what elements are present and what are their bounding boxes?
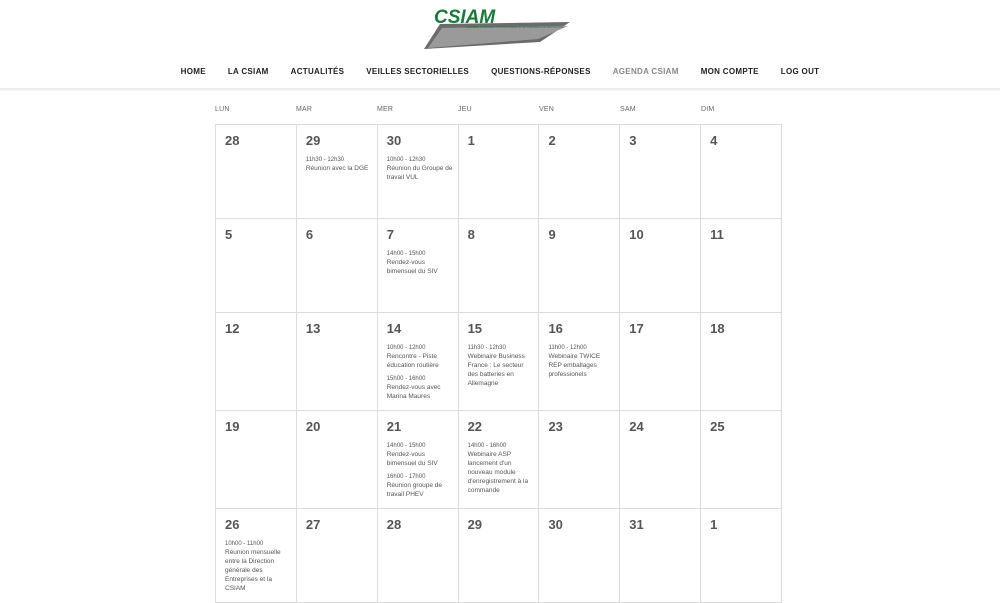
event-time: 11h30 - 12h30	[305, 157, 345, 163]
nav-item-questions-r-ponses[interactable]: QUESTIONS-RÉPONSES	[491, 67, 591, 76]
calendar-event[interactable]	[387, 442, 453, 468]
event-time: 11h30 - 12h30	[467, 345, 506, 351]
calendar-week-row	[216, 411, 782, 509]
day-number: 25	[710, 419, 725, 434]
calendar-day-cell[interactable]	[701, 509, 782, 603]
day-events	[387, 344, 453, 406]
day-number: 24	[629, 419, 644, 434]
weekday-header: JEU	[458, 106, 472, 113]
weekday-header: SAM	[620, 106, 636, 113]
calendar-week-row	[216, 313, 782, 411]
logo-tagline: CHAMBRE SYNDICALE INTERNATIONALE de l'AUTOMOBILE et du MOTOCYCLE	[466, 26, 564, 29]
day-number: 19	[225, 419, 240, 434]
weekday-header: VEN	[539, 106, 554, 113]
calendar-day-cell[interactable]	[701, 313, 782, 411]
day-events	[225, 540, 291, 598]
day-number: 30	[548, 517, 563, 532]
day-number: 26	[225, 517, 240, 532]
day-number: 1	[710, 517, 718, 532]
event-title[interactable]: Réunion groupe de travail PHEV	[386, 482, 443, 498]
event-time: 14h00 - 15h00	[386, 443, 426, 449]
calendar-event[interactable]	[387, 344, 453, 370]
calendar-day-cell[interactable]	[378, 125, 459, 219]
weekday-header: DIM	[701, 106, 715, 113]
day-number: 9	[548, 227, 556, 242]
day-events	[468, 344, 534, 393]
day-number: 4	[710, 133, 718, 148]
calendar-day-cell[interactable]	[378, 411, 459, 509]
calendar-event[interactable]	[387, 156, 453, 182]
day-number: 29	[305, 133, 321, 148]
nav-item-agenda-csiam[interactable]: AGENDA CSIAM	[612, 67, 679, 76]
weekday-headers	[215, 106, 782, 118]
calendar-day-cell[interactable]	[539, 313, 620, 411]
calendar-day-cell[interactable]	[297, 313, 378, 411]
day-number: 12	[225, 321, 240, 336]
calendar-event[interactable]	[387, 250, 453, 276]
day-number: 29	[467, 517, 483, 532]
event-time: 10h00 - 12h30	[386, 157, 426, 163]
calendar-day-cell[interactable]	[378, 219, 459, 313]
day-number: 21	[386, 419, 402, 434]
calendar-event[interactable]	[387, 375, 453, 401]
event-title[interactable]: Webinaire ASP lancement d'un nouveau module d'enregistrement à la commande	[467, 451, 529, 494]
day-number: 6	[305, 227, 314, 242]
calendar-day-cell[interactable]	[216, 509, 297, 603]
day-number: 3	[629, 133, 637, 148]
day-number: 23	[548, 419, 563, 434]
calendar-day-cell[interactable]	[297, 219, 378, 313]
calendar-day-cell[interactable]	[539, 509, 620, 603]
day-number: 2	[548, 133, 556, 148]
event-title[interactable]: Rencontre - Piste éducation routière	[386, 353, 439, 369]
calendar-day-cell[interactable]	[297, 411, 378, 509]
calendar-day-cell[interactable]	[216, 125, 297, 219]
event-title[interactable]: Rendez-vous bimensuel du SIV	[386, 451, 438, 467]
logo-graphic	[420, 6, 578, 50]
calendar-day-cell[interactable]	[539, 219, 620, 313]
day-events	[306, 156, 372, 178]
calendar-day-cell[interactable]	[378, 509, 459, 603]
csiam-logo[interactable]	[420, 6, 578, 50]
nav-item-la-csiam[interactable]: LA CSIAM	[227, 67, 269, 76]
day-number: 31	[629, 517, 644, 532]
day-number: 11	[710, 227, 724, 242]
weekday-header: MAR	[296, 106, 313, 113]
calendar-day-cell[interactable]	[216, 219, 297, 313]
day-number: 15	[467, 321, 483, 336]
calendar-day-cell[interactable]	[216, 313, 297, 411]
event-title[interactable]: Rendez-vous bimensuel du SIV	[386, 259, 438, 275]
day-number: 1	[467, 133, 475, 148]
calendar-day-cell[interactable]	[701, 411, 782, 509]
event-title[interactable]: Webinaire Business France : Le secteur des batteries en Allemagne	[467, 353, 525, 387]
day-number: 8	[467, 227, 475, 242]
nav-item-mon-compte[interactable]: MON COMPTE	[700, 67, 759, 76]
calendar-day-cell[interactable]	[620, 411, 701, 509]
nav-item-actualit-s[interactable]: ACTUALITÉS	[290, 67, 345, 76]
event-title[interactable]: Réunion avec la DGE	[305, 165, 369, 172]
calendar-event[interactable]	[306, 156, 372, 173]
event-time: 10h00 - 12h00	[386, 345, 426, 351]
day-number: 30	[386, 133, 402, 148]
calendar-week-row	[216, 509, 782, 603]
logo-text: CSIAM	[434, 7, 496, 28]
day-number: 18	[710, 321, 725, 336]
day-number: 28	[386, 517, 402, 532]
calendar-day-cell[interactable]	[620, 125, 701, 219]
day-events	[387, 442, 453, 504]
calendar-event[interactable]	[468, 344, 534, 388]
calendar-day-cell[interactable]	[539, 411, 620, 509]
calendar-day-cell[interactable]	[459, 125, 540, 219]
calendar-event[interactable]	[468, 442, 534, 495]
calendar-day-cell[interactable]	[216, 411, 297, 509]
day-number: 10	[629, 227, 644, 242]
nav-item-veilles-sectorielles[interactable]: VEILLES SECTORIELLES	[366, 67, 470, 76]
event-time: 14h00 - 15h00	[386, 251, 426, 257]
event-title[interactable]: Webinaire TWICE REP emballages professionels	[548, 353, 601, 378]
calendar-week-row	[216, 125, 782, 219]
weekday-header: MER	[377, 106, 394, 113]
day-number: 16	[548, 321, 563, 336]
event-time: 14h00 - 16h00	[467, 443, 507, 449]
calendar-day-cell[interactable]	[459, 219, 540, 313]
calendar-day-cell[interactable]	[701, 219, 782, 313]
day-events	[387, 156, 453, 187]
calendar-grid	[215, 124, 782, 603]
calendar-day-cell[interactable]	[620, 219, 701, 313]
event-time: 11h00 - 12h00	[548, 345, 587, 351]
day-number: 7	[386, 227, 394, 242]
nav-item-log-out[interactable]: LOG OUT	[780, 67, 820, 76]
calendar-event[interactable]	[387, 473, 453, 499]
nav-divider	[0, 88, 1000, 91]
day-events	[387, 250, 453, 281]
day-number: 13	[305, 321, 321, 336]
event-time: 15h00 - 16h00	[386, 376, 426, 382]
day-number: 14	[386, 321, 402, 336]
calendar-event[interactable]	[548, 344, 614, 379]
day-number: 17	[629, 321, 644, 336]
weekday-header: LUN	[215, 106, 230, 113]
calendar-day-cell[interactable]	[539, 125, 620, 219]
calendar-day-cell[interactable]	[297, 125, 378, 219]
event-time: 10h00 - 11h00	[225, 541, 264, 547]
calendar-day-cell[interactable]	[620, 313, 701, 411]
day-number: 22	[467, 419, 483, 434]
day-number: 28	[225, 133, 240, 148]
event-title[interactable]: Rendez-vous avec Marina Maures	[386, 384, 441, 400]
day-events	[468, 442, 534, 500]
event-title[interactable]: Réunion mensuelle entre la Direction générale des Entreprises et la CSIAM	[225, 549, 281, 592]
day-events	[548, 344, 614, 384]
nav-item-home[interactable]: HOME	[180, 67, 206, 76]
calendar-day-cell[interactable]	[701, 125, 782, 219]
calendar-week-row	[216, 219, 782, 313]
calendar-day-cell[interactable]	[297, 509, 378, 603]
main-navigation	[0, 62, 1000, 82]
calendar-day-cell[interactable]	[620, 509, 701, 603]
calendar-day-cell[interactable]	[459, 313, 540, 411]
day-number: 27	[305, 517, 321, 532]
event-title[interactable]: Réunion du Groupe de travail VUL	[386, 165, 453, 181]
calendar-day-cell[interactable]	[378, 313, 459, 411]
calendar-day-cell[interactable]	[459, 509, 540, 603]
calendar-event[interactable]	[225, 540, 291, 593]
event-time: 16h00 - 17h00	[386, 474, 426, 480]
day-number: 5	[225, 227, 233, 242]
calendar-day-cell[interactable]	[459, 411, 540, 509]
day-number: 20	[305, 419, 321, 434]
